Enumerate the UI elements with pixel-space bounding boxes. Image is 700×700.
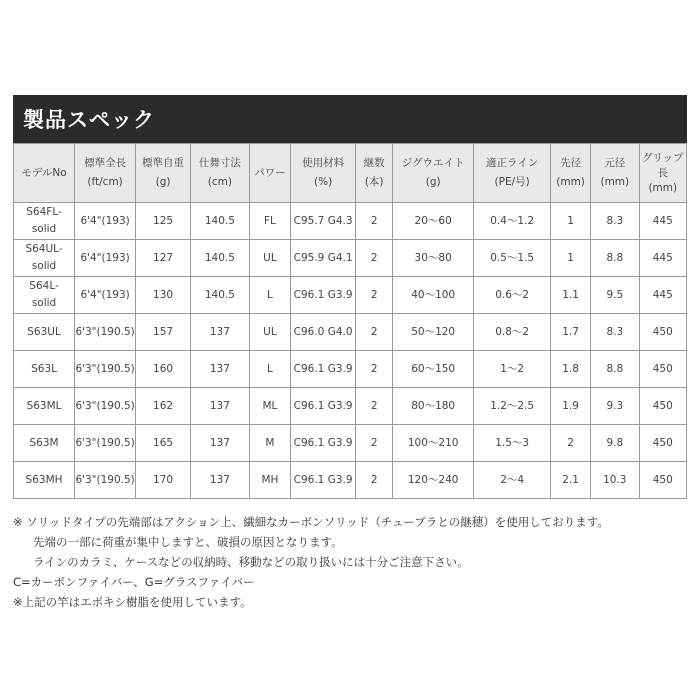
note-line: C=カーボンファイバー、G=グラスファイバー bbox=[13, 575, 255, 589]
header-cell: 継数 (本) bbox=[356, 144, 393, 203]
spec-title: 製品スペック bbox=[23, 108, 155, 132]
model-name-line: S63ML bbox=[26, 399, 62, 412]
table-cell: 6'3"(190.5) bbox=[75, 388, 136, 425]
table-cell: L bbox=[249, 277, 290, 314]
spec-table-body bbox=[14, 203, 687, 499]
table-cell: 2 bbox=[356, 314, 393, 351]
header-cell: 仕舞寸法 (cm) bbox=[190, 144, 249, 203]
spec-table bbox=[13, 143, 687, 499]
table-cell: 165 bbox=[136, 425, 191, 462]
table-cell: 9.5 bbox=[591, 277, 639, 314]
table-cell: 9.8 bbox=[591, 425, 639, 462]
table-row bbox=[14, 462, 687, 499]
table-cell: 100〜210 bbox=[393, 425, 474, 462]
table-cell: 445 bbox=[639, 277, 686, 314]
spec-header-row bbox=[14, 144, 687, 203]
table-cell: 445 bbox=[639, 203, 686, 240]
table-cell: 50〜120 bbox=[393, 314, 474, 351]
table-cell: 137 bbox=[190, 425, 249, 462]
model-name-line: S63L bbox=[31, 362, 57, 375]
table-cell: 60〜150 bbox=[393, 351, 474, 388]
table-cell: 6'4"(193) bbox=[75, 203, 136, 240]
table-cell: M bbox=[249, 425, 290, 462]
note-line: 先端の一部に荷重が集中しますと、破損の原因となります。 bbox=[33, 535, 343, 549]
table-cell: 0.5〜1.5 bbox=[474, 240, 551, 277]
table-cell: 1 bbox=[551, 240, 591, 277]
table-cell: 2 bbox=[551, 425, 591, 462]
table-cell: C96.1 G3.9 bbox=[290, 351, 355, 388]
table-cell: 137 bbox=[190, 351, 249, 388]
model-cell bbox=[14, 388, 75, 425]
table-cell: 10.3 bbox=[591, 462, 639, 499]
table-row bbox=[14, 351, 687, 388]
table-cell: C95.9 G4.1 bbox=[290, 240, 355, 277]
table-cell: 120〜240 bbox=[393, 462, 474, 499]
table-cell: 30〜80 bbox=[393, 240, 474, 277]
table-cell: L bbox=[249, 351, 290, 388]
table-cell: 1.8 bbox=[551, 351, 591, 388]
header-cell: グリップ 長 (mm) bbox=[639, 144, 686, 203]
header-cell: ジグウエイト (g) bbox=[393, 144, 474, 203]
table-cell: 6'4"(193) bbox=[75, 240, 136, 277]
model-name-line: solid bbox=[31, 260, 57, 272]
table-cell: 137 bbox=[190, 388, 249, 425]
model-name-line: S64L- bbox=[29, 280, 59, 292]
table-cell: 137 bbox=[190, 314, 249, 351]
table-cell: 450 bbox=[639, 425, 686, 462]
spec-header-bar bbox=[13, 95, 687, 143]
table-cell: 127 bbox=[136, 240, 191, 277]
model-cell bbox=[14, 351, 75, 388]
header-cell: 使用材料 (%) bbox=[290, 144, 355, 203]
table-cell: 160 bbox=[136, 351, 191, 388]
table-cell: 1.7 bbox=[551, 314, 591, 351]
table-cell: 2 bbox=[356, 388, 393, 425]
table-cell: 445 bbox=[639, 240, 686, 277]
table-cell: 0.6〜2 bbox=[474, 277, 551, 314]
table-cell: 140.5 bbox=[190, 277, 249, 314]
table-cell: 170 bbox=[136, 462, 191, 499]
table-cell: 1.1 bbox=[551, 277, 591, 314]
table-cell: 6'3"(190.5) bbox=[75, 351, 136, 388]
model-name-line: S63MH bbox=[25, 473, 63, 486]
table-row bbox=[14, 277, 687, 314]
table-row bbox=[14, 203, 687, 240]
table-cell: 140.5 bbox=[190, 203, 249, 240]
table-cell: 2 bbox=[356, 277, 393, 314]
note-line: ※上記の竿はエポキシ樹脂を使用しています。 bbox=[13, 595, 252, 609]
table-cell: 2 bbox=[356, 351, 393, 388]
table-cell: 6'3"(190.5) bbox=[75, 425, 136, 462]
model-cell bbox=[14, 203, 75, 240]
table-cell: 450 bbox=[639, 351, 686, 388]
table-cell: 450 bbox=[639, 314, 686, 351]
table-cell: UL bbox=[249, 240, 290, 277]
table-cell: 2〜4 bbox=[474, 462, 551, 499]
table-cell: MH bbox=[249, 462, 290, 499]
header-cell: 元径 (mm) bbox=[591, 144, 639, 203]
note-line: ※ ソリッドタイプの先端部はアクション上、繊細なカーボンソリッド（チューブラとの継穂）を使用しております。 bbox=[13, 515, 609, 529]
model-name-line: solid bbox=[31, 297, 57, 309]
model-cell bbox=[14, 462, 75, 499]
note-line: ラインのカラミ、ケースなどの収納時、移動などの取り扱いには十分ご注意下さい。 bbox=[33, 555, 469, 569]
table-cell: 8.8 bbox=[591, 351, 639, 388]
table-cell: 40〜100 bbox=[393, 277, 474, 314]
header-cell: モデルNo bbox=[14, 144, 75, 203]
model-name-line: S63UL bbox=[27, 325, 61, 338]
table-cell: 137 bbox=[190, 462, 249, 499]
model-cell bbox=[14, 425, 75, 462]
model-name-line: S64UL- bbox=[25, 243, 63, 255]
table-cell: 140.5 bbox=[190, 240, 249, 277]
spec-notes bbox=[13, 512, 697, 612]
table-cell: 162 bbox=[136, 388, 191, 425]
table-cell: 8.3 bbox=[591, 203, 639, 240]
table-cell: 6'3"(190.5) bbox=[75, 314, 136, 351]
table-row bbox=[14, 388, 687, 425]
table-cell: 157 bbox=[136, 314, 191, 351]
model-name-line: solid bbox=[31, 223, 57, 235]
header-cell: 標準全長 (ft/cm) bbox=[75, 144, 136, 203]
table-cell: 125 bbox=[136, 203, 191, 240]
table-cell: C96.1 G3.9 bbox=[290, 462, 355, 499]
table-cell: ML bbox=[249, 388, 290, 425]
model-cell bbox=[14, 240, 75, 277]
table-cell: 0.8〜2 bbox=[474, 314, 551, 351]
table-row bbox=[14, 425, 687, 462]
table-cell: 1.9 bbox=[551, 388, 591, 425]
table-cell: 8.3 bbox=[591, 314, 639, 351]
table-cell: 0.4〜1.2 bbox=[474, 203, 551, 240]
table-cell: 1〜2 bbox=[474, 351, 551, 388]
table-cell: C96.1 G3.9 bbox=[290, 425, 355, 462]
header-cell: 適正ライン (PE/号) bbox=[474, 144, 551, 203]
header-cell: 先径 (mm) bbox=[551, 144, 591, 203]
table-cell: 1.5〜3 bbox=[474, 425, 551, 462]
table-cell: C96.1 G3.9 bbox=[290, 388, 355, 425]
table-cell: 6'3"(190.5) bbox=[75, 462, 136, 499]
model-cell bbox=[14, 277, 75, 314]
table-cell: 8.8 bbox=[591, 240, 639, 277]
table-cell: 130 bbox=[136, 277, 191, 314]
table-cell: 80〜180 bbox=[393, 388, 474, 425]
header-cell: パワー bbox=[249, 144, 290, 203]
table-cell: 6'4"(193) bbox=[75, 277, 136, 314]
table-cell: UL bbox=[249, 314, 290, 351]
table-cell: 450 bbox=[639, 462, 686, 499]
table-cell: 2 bbox=[356, 240, 393, 277]
table-cell: 9.3 bbox=[591, 388, 639, 425]
table-cell: FL bbox=[249, 203, 290, 240]
model-name-line: S63M bbox=[29, 436, 59, 449]
model-name-line: S64FL- bbox=[26, 206, 62, 218]
table-cell: 2 bbox=[356, 462, 393, 499]
table-cell: C96.0 G4.0 bbox=[290, 314, 355, 351]
table-cell: 450 bbox=[639, 388, 686, 425]
model-cell bbox=[14, 314, 75, 351]
header-cell: 標準自重 (g) bbox=[136, 144, 191, 203]
table-row bbox=[14, 314, 687, 351]
table-cell: 2 bbox=[356, 203, 393, 240]
table-cell: 2 bbox=[356, 425, 393, 462]
table-cell: 1 bbox=[551, 203, 591, 240]
table-row bbox=[14, 240, 687, 277]
table-cell: C95.7 G4.3 bbox=[290, 203, 355, 240]
table-cell: 1.2〜2.5 bbox=[474, 388, 551, 425]
table-cell: C96.1 G3.9 bbox=[290, 277, 355, 314]
table-cell: 2.1 bbox=[551, 462, 591, 499]
table-cell: 20〜60 bbox=[393, 203, 474, 240]
